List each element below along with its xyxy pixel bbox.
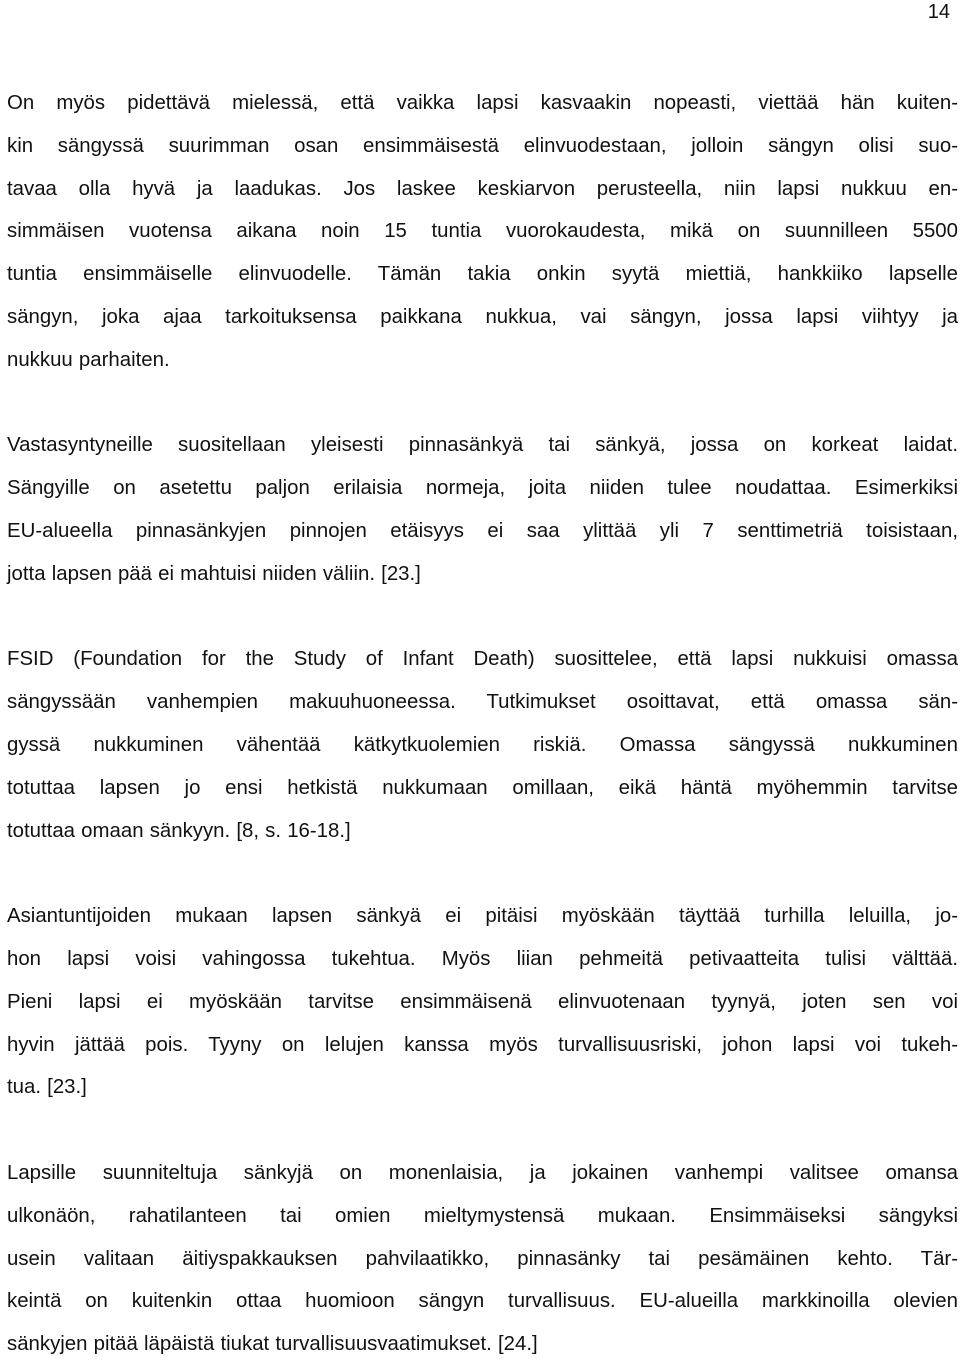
paragraph-5 bbox=[7, 1152, 958, 1366]
text-line: kin sängyssä suurimman osan ensimmäisestä elinvuodestaan, jolloin sängyn olisi suo- bbox=[7, 134, 958, 157]
text-line: On myös pidettävä mielessä, että vaikka lapsi kasvaakin nopeasti, viettää hän kuiten- bbox=[7, 92, 958, 114]
text-line: Pieni lapsi ei myöskään tarvitse ensimmäisenä elinvuotenaan tyynyä, joten sen voi bbox=[7, 990, 958, 1013]
text-line: nukkuu parhaiten. bbox=[7, 348, 170, 371]
text-line: Asiantuntijoiden mukaan lapsen sänkyä ei pitäisi myöskään täyttää turhilla leluilla, jo- bbox=[7, 905, 958, 928]
text-line: sänkyjen pitää läpäistä tiukat turvallisuusvaatimukset. [24.] bbox=[7, 1333, 538, 1356]
text-line: tavaa olla hyvä ja laadukas. Jos laskee keskiarvon perusteella, niin lapsi nukkuu en- bbox=[7, 177, 958, 200]
text-line: EU-alueella pinnasänkyjen pinnojen etäisyys ei saa ylittää yli 7 senttimetriä toisistaan, bbox=[7, 519, 958, 542]
text-line: FSID (Foundation for the Study of Infant Death) suosittelee, että lapsi nukkuisi omassa bbox=[7, 648, 958, 671]
text-line: keintä on kuitenkin ottaa huomioon sängyn turvallisuus. EU-alueilla markkinoilla olevien bbox=[7, 1290, 958, 1313]
text-line: hon lapsi voisi vahingossa tukehtua. Myös liian pehmeitä petivaatteita tulisi välttää. bbox=[7, 947, 958, 970]
paragraph-3 bbox=[7, 638, 958, 852]
text-line: totuttaa omaan sänkyyn. [8, s. 16-18.] bbox=[7, 819, 351, 842]
text-line: tua. [23.] bbox=[7, 1076, 87, 1099]
document-body bbox=[7, 82, 958, 1366]
text-line: Vastasyntyneille suositellaan yleisesti pinnasänkyä tai sänkyä, jossa on korkeat laidat. bbox=[7, 434, 958, 457]
paragraph-4 bbox=[7, 895, 958, 1109]
text-line: Sängyille on asetettu paljon erilaisia normeja, joita niiden tulee noudattaa. Esimerkiksi bbox=[7, 477, 958, 500]
paragraph-1 bbox=[7, 82, 958, 382]
text-line: usein valitaan äitiyspakkauksen pahvilaatikko, pinnasänky tai pesämäinen kehto. Tär- bbox=[7, 1247, 958, 1270]
text-line: ulkonäön, rahatilanteen tai omien mieltymystensä mukaan. Ensimmäiseksi sängyksi bbox=[7, 1204, 958, 1227]
text-line: totuttaa lapsen jo ensi hetkistä nukkumaan omillaan, eikä häntä myöhemmin tarvitse bbox=[7, 776, 958, 799]
text-line: gyssä nukkuminen vähentää kätkytkuolemien riskiä. Omassa sängyssä nukkuminen bbox=[7, 733, 958, 756]
paragraph-2 bbox=[7, 424, 958, 595]
text-line: tuntia ensimmäiselle elinvuodelle. Tämän takia onkin syytä miettiä, hankkiiko lapselle bbox=[7, 263, 958, 286]
text-line: Lapsille suunniteltuja sänkyjä on monenlaisia, ja jokainen vanhempi valitsee omansa bbox=[7, 1161, 958, 1184]
page-number: 14 bbox=[927, 1, 950, 23]
text-line: simmäisen vuotensa aikana noin 15 tuntia vuorokaudesta, mikä on suunnilleen 5500 bbox=[7, 220, 958, 243]
text-line: hyvin jättää pois. Tyyny on lelujen kanssa myös turvallisuusriski, johon lapsi voi tukeh- bbox=[7, 1033, 958, 1056]
text-line: sängyssään vanhempien makuuhuoneessa. Tutkimukset osoittavat, että omassa sän- bbox=[7, 691, 958, 714]
text-line: jotta lapsen pää ei mahtuisi niiden väliin. [23.] bbox=[7, 562, 421, 585]
text-line: sängyn, joka ajaa tarkoituksensa paikkana nukkua, vai sängyn, jossa lapsi viihtyy ja bbox=[7, 305, 958, 328]
